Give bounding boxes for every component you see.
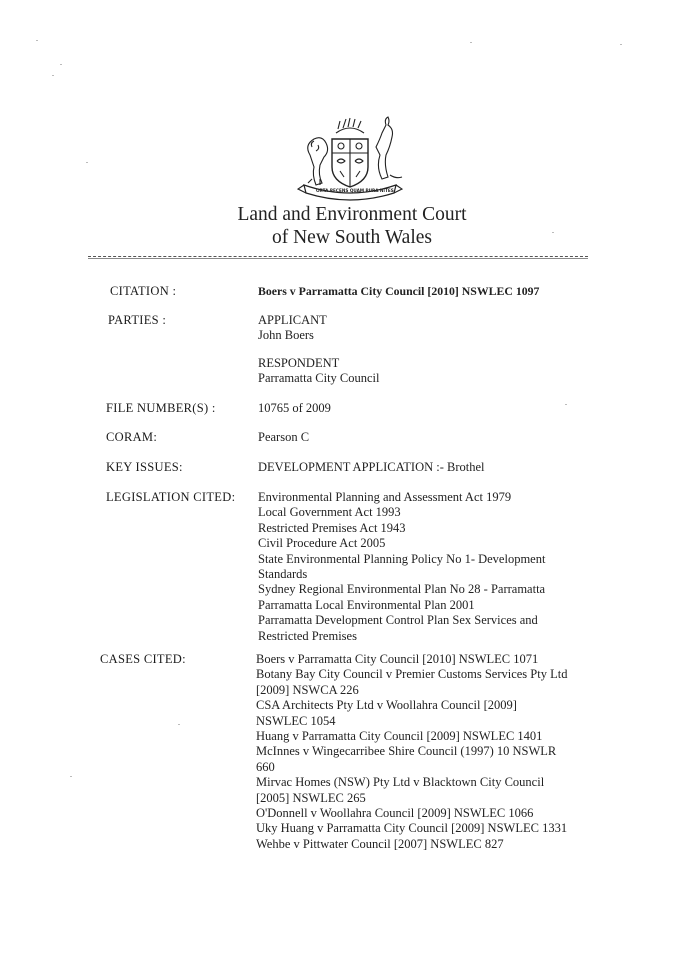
case-item: 660 (256, 759, 275, 774)
coram-label: CORAM: (106, 430, 158, 444)
case-item: McInnes v Wingecarribee Shire Council (1997) 10 NSWLR (256, 744, 557, 759)
legislation-item: Sydney Regional Environmental Plan No 28 - Parramatta (258, 582, 546, 597)
coat-of-arms-emblem (290, 115, 410, 205)
case-item: [2005] NSWLEC 265 (256, 790, 366, 805)
court-name-line-2: of New South Wales (271, 227, 432, 248)
legislation-item: State Environmental Planning Policy No 1- Development (258, 551, 546, 566)
respondent-role: RESPONDENT (258, 356, 340, 370)
parties-respondent (258, 356, 588, 387)
legislation-item: Standards (258, 567, 308, 582)
coram-value (258, 430, 588, 445)
case-item: Boers v Parramatta City Council [2010] NSWLEC 1071 (256, 652, 539, 666)
legislation-item: Environmental Planning and Assessment Act 1979 (258, 490, 512, 504)
applicant-role: APPLICANT (258, 313, 327, 327)
parties-label: PARTIES : (108, 313, 167, 327)
citation-text: Boers v Parramatta City Council [2010] NSWLEC 1097 (258, 284, 540, 298)
header-divider (88, 256, 588, 257)
respondent-name: Parramatta City Council (258, 371, 380, 386)
legislation-item: Restricted Premises Act 1943 (258, 520, 406, 535)
header-divider-solid (88, 258, 588, 259)
legislation-item: Parramatta Local Environmental Plan 2001 (258, 597, 475, 612)
case-item: NSWLEC 1054 (256, 713, 336, 728)
parties-applicant (258, 313, 588, 344)
key-issues-label: KEY ISSUES: (106, 460, 183, 474)
case-item: CSA Architects Pty Ltd v Woollahra Council [2009] (256, 698, 517, 713)
case-item: Uky Huang v Parramatta City Council [2009] NSWLEC 1331 (256, 821, 568, 836)
legislation-item: Parramatta Development Control Plan Sex Services and (258, 613, 538, 628)
svg-text:ORTA RECENS QUAM PURA NITES: ORTA RECENS QUAM PURA NITES (316, 188, 394, 193)
cases-list (256, 652, 586, 852)
coram-text: Pearson C (258, 430, 310, 444)
case-item: Huang v Parramatta City Council [2009] NSWLEC 1401 (256, 729, 543, 744)
file-numbers-label: FILE NUMBER(S) : (106, 401, 216, 415)
legislation-item: Civil Procedure Act 2005 (258, 536, 386, 551)
key-issues-value (258, 460, 588, 475)
case-item: [2009] NSWCA 226 (256, 682, 359, 697)
key-issues-text: DEVELOPMENT APPLICATION :- Brothel (258, 460, 485, 474)
legislation-label: LEGISLATION CITED: (106, 490, 236, 504)
legislation-list (258, 490, 588, 644)
case-item: O'Donnell v Woollahra Council [2009] NSWLEC 1066 (256, 806, 534, 821)
legislation-item: Local Government Act 1993 (258, 505, 401, 520)
citation-value (258, 284, 588, 299)
applicant-name: John Boers (258, 328, 314, 343)
file-numbers-value (258, 401, 588, 416)
legislation-item: Restricted Premises (258, 628, 357, 643)
citation-label: CITATION : (110, 284, 177, 298)
case-item: Mirvac Homes (NSW) Pty Ltd v Blacktown City Council (256, 775, 545, 790)
case-item: Botany Bay City Council v Premier Customs Services Pty Ltd (256, 667, 568, 682)
case-item: Wehbe v Pittwater Council [2007] NSWLEC 827 (256, 836, 504, 851)
cases-label: CASES CITED: (100, 652, 186, 666)
court-name-line-1: Land and Environment Court (237, 204, 467, 225)
file-number-text: 10765 of 2009 (258, 401, 331, 415)
